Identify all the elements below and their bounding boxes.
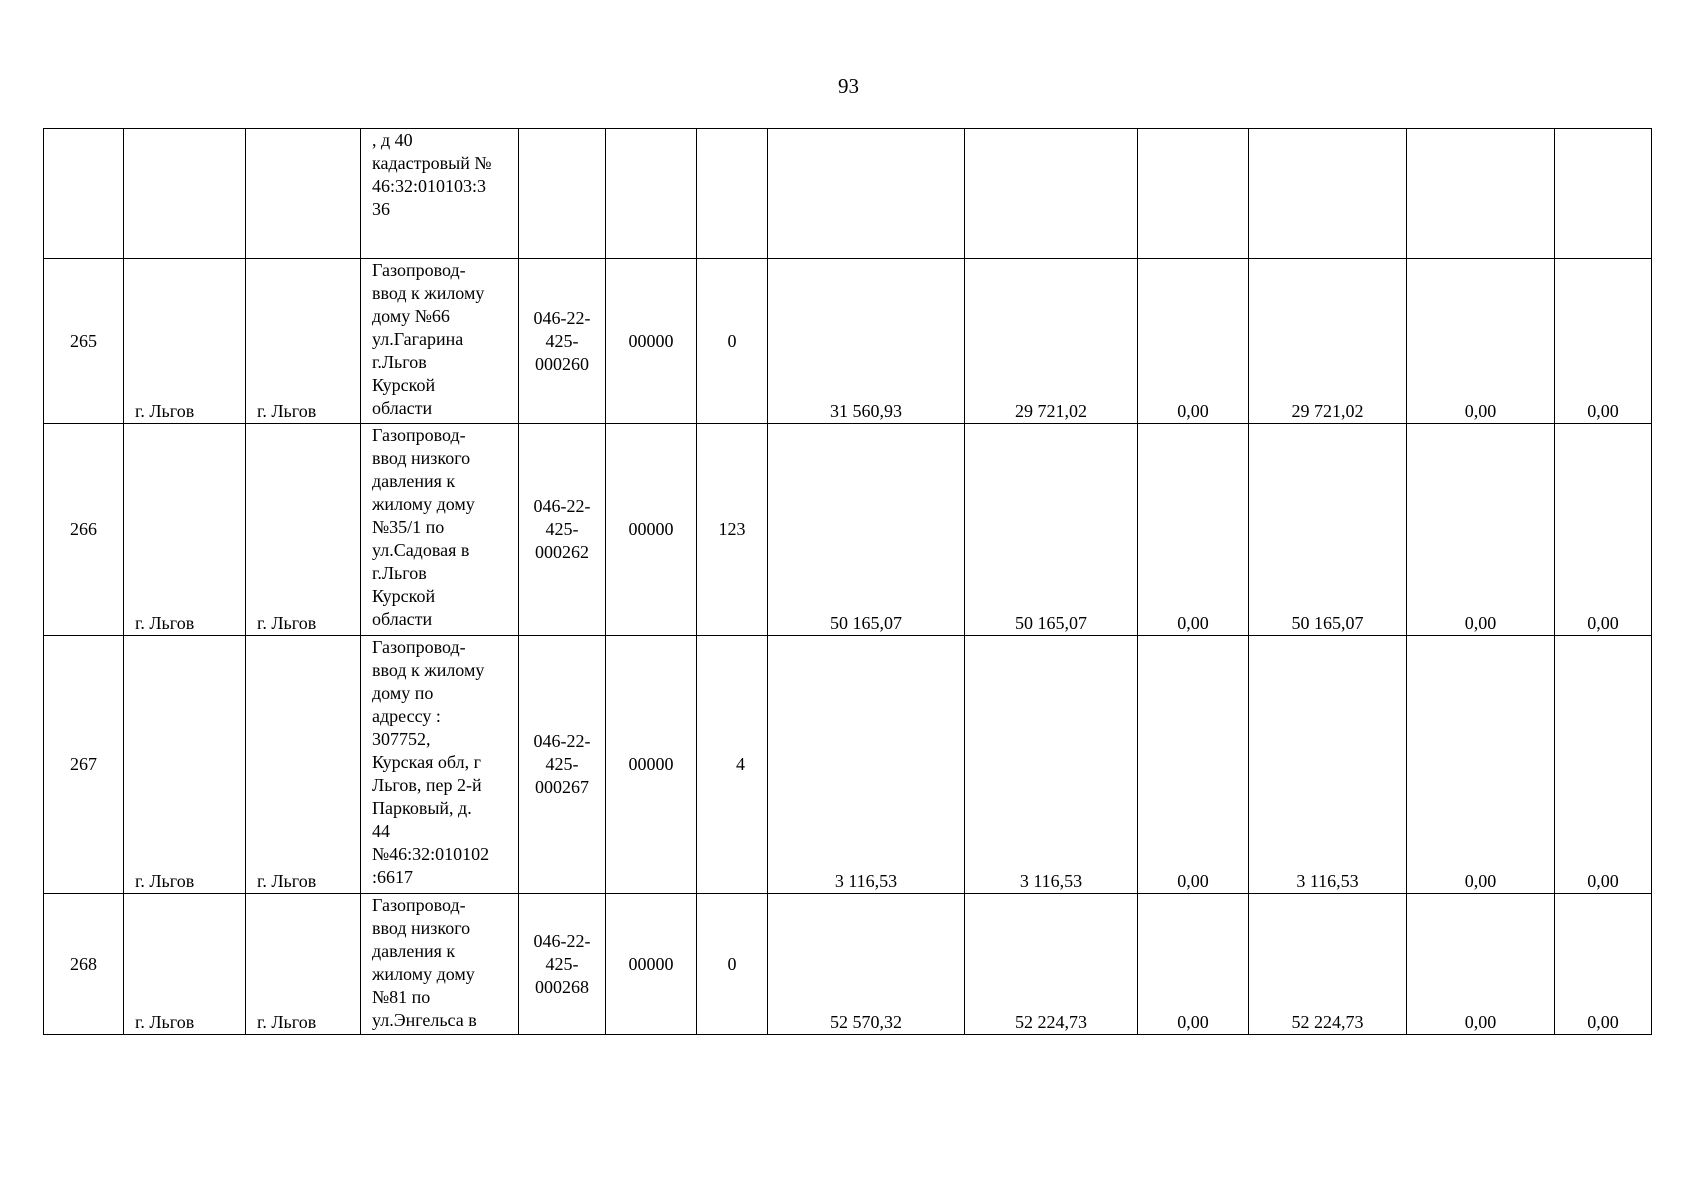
city-cell: г. Льгов: [246, 636, 361, 894]
value-cell: 29 721,02: [1249, 259, 1407, 424]
quantity-cell: 123: [697, 424, 768, 636]
value-cell: 0,00: [1138, 259, 1249, 424]
value-cell: 0,00: [1138, 894, 1249, 1035]
description-cell: Газопровод- ввод к жилому дому №66 ул.Гагарина г.Льгов Курской области: [361, 259, 519, 424]
value-cell: [1249, 129, 1407, 259]
row-number-cell: 266: [44, 424, 124, 636]
row-number-cell: 265: [44, 259, 124, 424]
row-number-cell: [44, 129, 124, 259]
row-number-cell: 268: [44, 894, 124, 1035]
table-row: [44, 636, 1652, 894]
value-cell: [1407, 129, 1555, 259]
value-cell: 50 165,07: [965, 424, 1138, 636]
row-number-cell: 267: [44, 636, 124, 894]
value-cell: [1138, 129, 1249, 259]
registration-number-cell: 046-22- 425- 000268: [519, 894, 606, 1035]
value-cell: 0,00: [1407, 636, 1555, 894]
quantity-cell: 4: [697, 636, 768, 894]
city-cell: г. Льгов: [124, 636, 246, 894]
city-cell: г. Льгов: [124, 894, 246, 1035]
value-cell: 3 116,53: [965, 636, 1138, 894]
cost-cell: 31 560,93: [768, 259, 965, 424]
value-cell: 29 721,02: [965, 259, 1138, 424]
quantity-cell: 0: [697, 894, 768, 1035]
value-cell: 0,00: [1407, 894, 1555, 1035]
cost-cell: 52 570,32: [768, 894, 965, 1035]
city-cell: г. Льгов: [246, 894, 361, 1035]
description-cell: Газопровод- ввод низкого давления к жилому дому №81 по ул.Энгельса в: [361, 894, 519, 1035]
asset-registry-table: [43, 128, 1652, 1035]
city-cell: г. Льгов: [124, 424, 246, 636]
table-row: [44, 259, 1652, 424]
cost-cell: 50 165,07: [768, 424, 965, 636]
value-cell: 52 224,73: [1249, 894, 1407, 1035]
table-row: [44, 894, 1652, 1035]
code-cell: 00000: [606, 424, 697, 636]
description-cell: Газопровод- ввод к жилому дому по адрессу : 307752, Курская обл, г Льгов, пер 2-й Парковый, д. 44 №46:32:010102 :6617: [361, 636, 519, 894]
value-cell: 0,00: [1407, 259, 1555, 424]
registration-number-cell: 046-22- 425- 000267: [519, 636, 606, 894]
value-cell: 0,00: [1407, 424, 1555, 636]
table-row: [44, 424, 1652, 636]
city-cell: г. Льгов: [124, 259, 246, 424]
description-cell: , д 40 кадастровый № 46:32:010103:3 36: [361, 129, 519, 259]
quantity-cell: 0: [697, 259, 768, 424]
value-cell: [1555, 129, 1652, 259]
value-cell: 50 165,07: [1249, 424, 1407, 636]
registration-number-cell: 046-22- 425- 000262: [519, 424, 606, 636]
code-cell: 00000: [606, 259, 697, 424]
registration-number-cell: [519, 129, 606, 259]
cost-cell: [768, 129, 965, 259]
value-cell: 52 224,73: [965, 894, 1138, 1035]
code-cell: 00000: [606, 636, 697, 894]
quantity-cell: [697, 129, 768, 259]
value-cell: [965, 129, 1138, 259]
registration-number-cell: 046-22- 425- 000260: [519, 259, 606, 424]
cost-cell: 3 116,53: [768, 636, 965, 894]
city-cell: г. Льгов: [246, 424, 361, 636]
code-cell: [606, 129, 697, 259]
table-row: [44, 129, 1652, 259]
description-cell: Газопровод- ввод низкого давления к жилому дому №35/1 по ул.Садовая в г.Льгов Курской области: [361, 424, 519, 636]
value-cell: 0,00: [1555, 424, 1652, 636]
city-cell: [124, 129, 246, 259]
value-cell: 0,00: [1555, 894, 1652, 1035]
city-cell: г. Льгов: [246, 259, 361, 424]
page-number: 93: [838, 74, 859, 98]
value-cell: 0,00: [1138, 424, 1249, 636]
value-cell: 3 116,53: [1249, 636, 1407, 894]
value-cell: 0,00: [1555, 259, 1652, 424]
code-cell: 00000: [606, 894, 697, 1035]
value-cell: 0,00: [1138, 636, 1249, 894]
value-cell: 0,00: [1555, 636, 1652, 894]
city-cell: [246, 129, 361, 259]
